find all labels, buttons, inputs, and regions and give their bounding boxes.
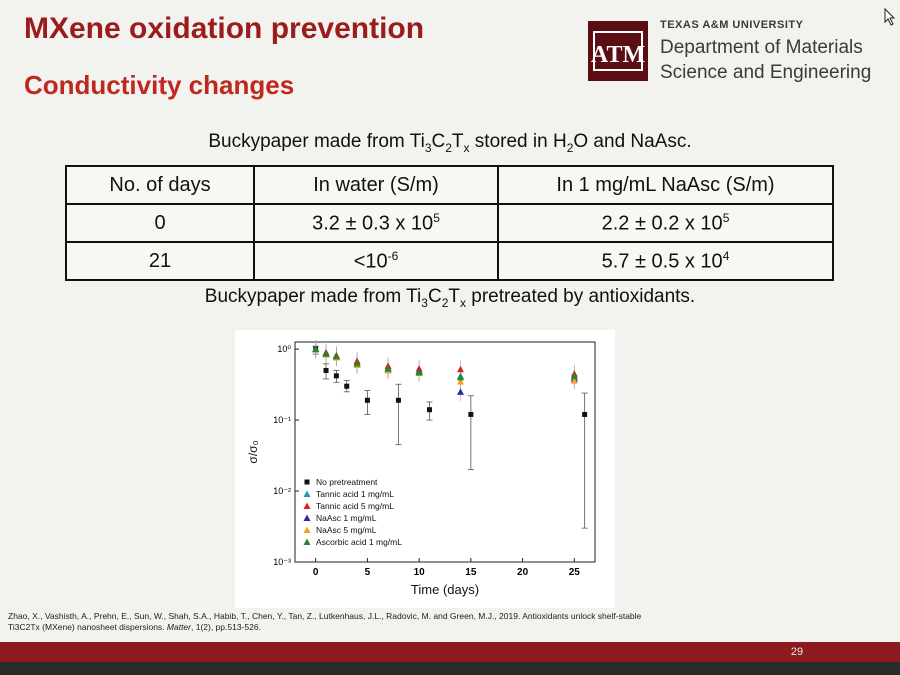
cell-day: 21 — [66, 242, 254, 280]
cell-water: 3.2 ± 0.3 x $10^5$ — [254, 204, 498, 242]
y-axis-label: σ/σ₀ — [246, 440, 260, 464]
data-point — [427, 407, 432, 412]
legend-label: NaAsc 1 mg/mL — [316, 513, 377, 523]
x-tick-label: 0 — [312, 567, 319, 578]
table-row — [66, 204, 833, 242]
x-tick-label: 10 — [413, 567, 425, 578]
citation-line-1: Zhao, X., Vashisth, A., Prehn, E., Sun, W., Shah, S.A., Habib, T., Chen, Y., Tan, Z., Lutkenhaus, J.L., Radovic, M. and Green, M.J., 2019. Antioxidants unlock shelf-stable — [8, 611, 642, 621]
legend-label: No pretreatment — [316, 477, 378, 487]
data-point — [324, 368, 329, 373]
slide-subtitle: Conductivity changes — [24, 70, 295, 100]
footer-bar — [0, 642, 900, 662]
y-tick-label: 10⁻² — [273, 486, 291, 497]
cell-day: 0 — [66, 204, 254, 242]
data-point — [582, 412, 587, 417]
table-caption: Buckypaper made from $Ti_3C_2T_x$ stored in $H_2O$ and NaAsc. — [208, 131, 692, 155]
x-tick-label: 15 — [465, 567, 477, 578]
chart-background — [235, 330, 615, 608]
x-tick-label: 5 — [364, 567, 371, 578]
logo-text: ATM — [590, 42, 646, 68]
tamu-logo — [588, 21, 648, 81]
data-point — [396, 398, 401, 403]
legend-label: Ascorbic acid 1 mg/mL — [316, 537, 402, 547]
department-line-2: Science and Engineering — [660, 62, 872, 83]
chart-caption: Buckypaper made from $Ti_3C_2T_x$ pretreated by antioxidants. — [204, 286, 696, 310]
y-tick-label: 10⁻¹ — [273, 415, 291, 426]
legend-marker — [305, 480, 310, 485]
table-row — [66, 242, 833, 280]
department-line-1: Department of Materials — [660, 37, 863, 58]
header-naasc: In 1 mg/mL NaAsc (S/m) — [498, 166, 833, 204]
citation — [8, 611, 808, 633]
header-water: In water (S/m) — [254, 166, 498, 204]
mouse-cursor-icon — [884, 8, 896, 26]
x-tick-label: 25 — [568, 567, 580, 578]
y-tick-label: 10⁰ — [277, 344, 291, 355]
x-axis-label: Time (days) — [410, 582, 480, 597]
data-point — [344, 384, 349, 389]
data-point — [468, 412, 473, 417]
cell-naasc: 5.7 ± 0.5 x $10^4$ — [498, 242, 833, 280]
conductivity-chart — [235, 330, 615, 608]
legend-label: Tannic acid 1 mg/mL — [316, 489, 394, 499]
table-header-row — [66, 166, 833, 204]
citation-line-2: Ti3C2Tx (MXene) nanosheet dispersions. Matter, 1(2), pp.513-526. — [8, 622, 261, 632]
data-point — [365, 398, 370, 403]
conductivity-table — [65, 165, 834, 281]
header-days: No. of days — [66, 166, 254, 204]
page-number: 29 — [790, 646, 804, 658]
tamu-logo-icon — [590, 26, 646, 76]
legend-label: Tannic acid 5 mg/mL — [316, 501, 394, 511]
legend-label: NaAsc 5 mg/mL — [316, 525, 377, 535]
taskbar-strip — [0, 662, 900, 675]
university-name: TEXAS A&M UNIVERSITY — [660, 19, 804, 31]
y-tick-label: 10⁻³ — [273, 557, 291, 567]
cell-naasc: 2.2 ± 0.2 x $10^5$ — [498, 204, 833, 242]
department-name — [660, 35, 871, 85]
x-tick-label: 20 — [517, 567, 529, 578]
data-point — [334, 373, 339, 378]
slide-title: MXene oxidation prevention — [24, 12, 425, 45]
cell-water: $<10^{-6}$ — [254, 242, 498, 280]
